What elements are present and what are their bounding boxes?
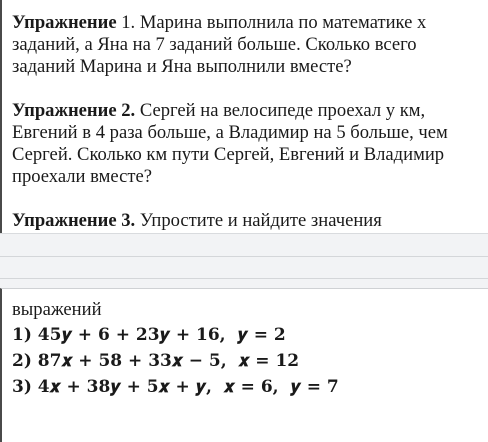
exercise-1-text: 1. Марина выполнила по математике х заданий, а Яна на 7 заданий больше. Сколько всего заданий Марина и Яна выполнили вместе? xyxy=(12,12,427,77)
divider xyxy=(0,278,488,279)
exercise-3 xyxy=(12,210,480,232)
page-bottom-section xyxy=(0,288,488,442)
exercise-3-label: Упражнение 3. xyxy=(12,210,136,231)
exercise-1-label: Упражнение xyxy=(12,12,117,33)
divider xyxy=(0,256,488,257)
exercise-2-label: Упражнение 2. xyxy=(12,100,136,121)
exercise-3-text: Упростите и найдите значения xyxy=(135,210,382,231)
exercise-2 xyxy=(12,100,480,188)
expression-1: 1) 45𝒚 + 6 + 23𝒚 + 16, 𝒚 = 2 xyxy=(12,325,286,345)
page-gap xyxy=(0,233,488,289)
expression-2: 2) 87𝒙 + 58 + 33𝒙 − 5, 𝒙 = 12 xyxy=(12,351,300,371)
exercise-1 xyxy=(12,12,480,78)
exercise-3-continuation: выражений xyxy=(12,299,102,320)
expression-3: 3) 4𝒙 + 38𝒚 + 5𝒙 + 𝒚, 𝒙 = 6, 𝒚 = 7 xyxy=(12,377,339,397)
exercise-2-text: Сергей на велосипеде проехал у км, Евгений в 4 раза больше, а Владимир на 5 больше, чем Сергей. Сколько км пути Сергей, Евгений и Владимир проехали вместе? xyxy=(12,100,448,187)
